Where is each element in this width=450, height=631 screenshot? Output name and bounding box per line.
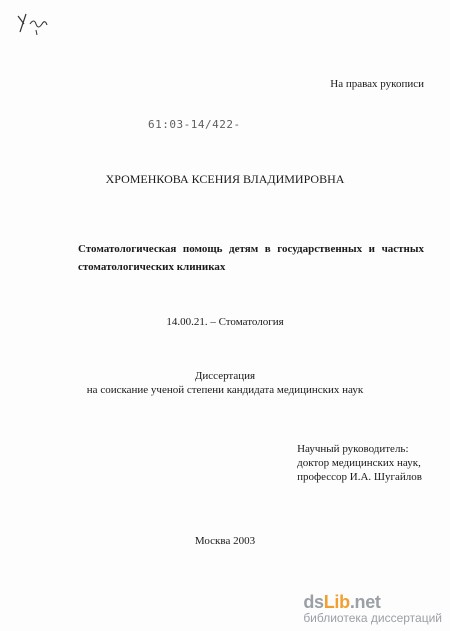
title-line-2: стоматологических клиниках	[78, 261, 226, 273]
supervisor-name: профессор И.А. Шугайлов	[297, 471, 422, 483]
place-and-year: Москва 2003	[194, 535, 256, 547]
dslib-watermark[interactable]	[303, 592, 442, 625]
logo-suffix: .net	[349, 592, 381, 612]
logo-prefix: ds	[303, 592, 324, 612]
supervisor-block	[297, 442, 422, 484]
dslib-logo	[303, 592, 442, 613]
logo-accent: Lib	[323, 592, 350, 612]
dissertation-title	[78, 240, 424, 276]
rights-notice: На правах рукописи	[330, 78, 424, 90]
degree-statement: на соискание ученой степени кандидата медицинских наук	[86, 384, 364, 396]
document-type: Диссертация	[194, 370, 256, 382]
specialty-code: 14.00.21. – Стоматология	[166, 316, 284, 328]
supervisor-degree: доктор медицинских наук,	[297, 457, 421, 469]
author-name: ХРОМЕНКОВА КСЕНИЯ ВЛАДИМИРОВНА	[105, 172, 345, 186]
handwritten-annotation	[14, 10, 62, 38]
supervisor-role: Научный руководитель:	[297, 443, 409, 455]
watermark-subtitle: библиотека диссертаций	[303, 611, 442, 625]
title-line-1: Стоматологическая помощь детям в государственных и частных	[78, 243, 424, 255]
archive-number: 61:03-14/422-	[148, 118, 241, 131]
